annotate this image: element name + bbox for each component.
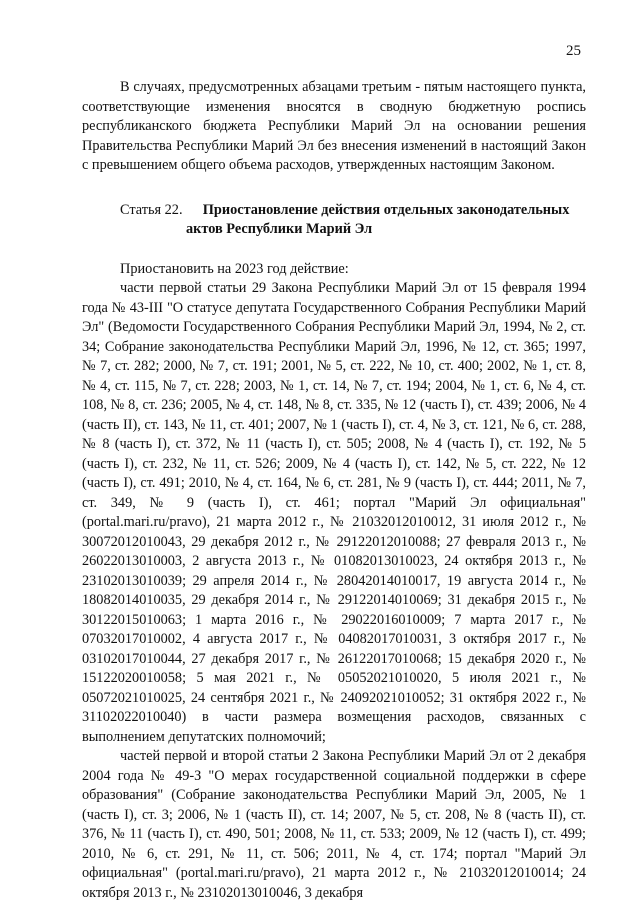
- suspension-lead: Приостановить на 2023 год действие:: [120, 260, 349, 277]
- article-title-line-1: Приостановление действия отдельных законодательных: [202, 201, 570, 218]
- suspension-item-deputy-status: части первой статьи 29 Закона Республики Марий Эл от 15 февраля 1994 года № 43-III "О статусе депутата Государственного Собрания Республики Марий Эл" (Ведомости Государственного Собрания Республики Марий Эл, 1994, № 2, ст. 34; Собрание законодательства Республики Марий Эл, 1996, № 12, ст. 365; 1997, № 7, ст. 282; 2000, № 7, ст. 191; 2001, № 5, ст. 222, № 10, ст. 400; 2002, № 1, ст. 8, № 4, ст. 115, № 7, ст. 228; 2003, № 1, ст. 14, № 7, ст. 194; 2004, № 1, ст. 6, № 4, ст. 108, № 8, ст. 236; 2005, № 4, ст. 148, № 8, ст. 335, № 12 (часть I), ст. 439; 2006, № 4 (часть II), ст. 143, № 11, ст. 401; 2007, № 1 (часть I), ст. 4, № 3, ст. 121, № 6, ст. 288, № 8 (часть I), ст. 372, № 11 (часть I), ст. 505; 2008, № 4 (часть I), ст. 192, № 5 (часть I), ст. 232, № 11, ст. 526; 2009, № 4 (часть I), ст. 142, № 5, ст. 222, № 12 (часть I), ст. 491; 2010, № 4, ст. 164, № 6, ст. 281, № 9 (часть I), ст. 444; 2011, № 7, ст. 349, № 9 (часть I), ст. 461; портал "Марий Эл официальная" (portal.mari.ru/pravo), 21 марта 2012 г., № 21032012010012, 31 июля 2012 г., № 30072012010043, 29 декабря 2012 г., № 29122012010088; 27 февраля 2013 г., № 26022013010003, 2 августа 2013 г., № 01082013010023, 24 октября 2013 г., № 23102013010039; 29 апреля 2014 г., № 28042014010017, 19 августа 2014 г., № 18082014010035, 29 декабря 2014 г., № 29122014010069; 31 декабря 2015 г., № 30122015010063; 1 марта 2016 г., № 29022016010009; 7 марта 2017 г., № 07032017010002, 4 августа 2017 г., № 04082017010031, 3 октября 2017 г., № 03102017010044, 27 декабря 2017 г., № 26122017010068; 15 декабря 2020 г., № 15122020010058; 5 мая 2021 г., № 05052021010020, 5 июля 2021 г., № 05072021010025, 24 сентября 2021 г., № 24092021010052; 31 октября 2022 г., № 31102022010040) в части размера возмещения расходов, связанных с выполнением депутатских полномочий;: [82, 280, 586, 745]
- page-number: 25: [566, 43, 581, 59]
- article-title-line-2: актов Республики Марий Эл: [186, 221, 373, 237]
- paragraph-budget-changes: В случаях, предусмотренных абзацами третьим - пятым настоящего пункта, соответствующие изменения вносятся в сводную бюджетную роспись республиканского бюджета Республики Марий Эл на основании решения Правительства Республики Марий Эл без внесения изменений в настоящий Закон с превышением общего объема расходов, утвержденных настоящим Законом.: [82, 79, 586, 173]
- article-heading: [82, 201, 586, 240]
- document-body: [82, 78, 586, 903]
- article-number: Статья 22.: [120, 201, 187, 218]
- suspension-item-education-support: частей первой и второй статьи 2 Закона Республики Марий Эл от 2 декабря 2004 года № 49-З "О мерах государственной социальной поддержки в сфере образования" (Собрание законодательства Республики Марий Эл, 2005, № 1 (часть I), ст. 3; 2006, № 1 (часть II), ст. 14; 2007, № 5, ст. 208, № 8 (часть II), ст. 376, № 11 (часть I), ст. 490, 501; 2008, № 11, ст. 533; 2009, № 12 (часть I), ст. 499; 2010, № 6, ст. 291, № 11, ст. 506; 2011, № 4, ст. 174; портал "Марий Эл официальная" (portal.mari.ru/pravo), 21 марта 2012 г., № 21032012010014; 24 октября 2013 г., № 23102013010046, 3 декабря: [82, 748, 586, 901]
